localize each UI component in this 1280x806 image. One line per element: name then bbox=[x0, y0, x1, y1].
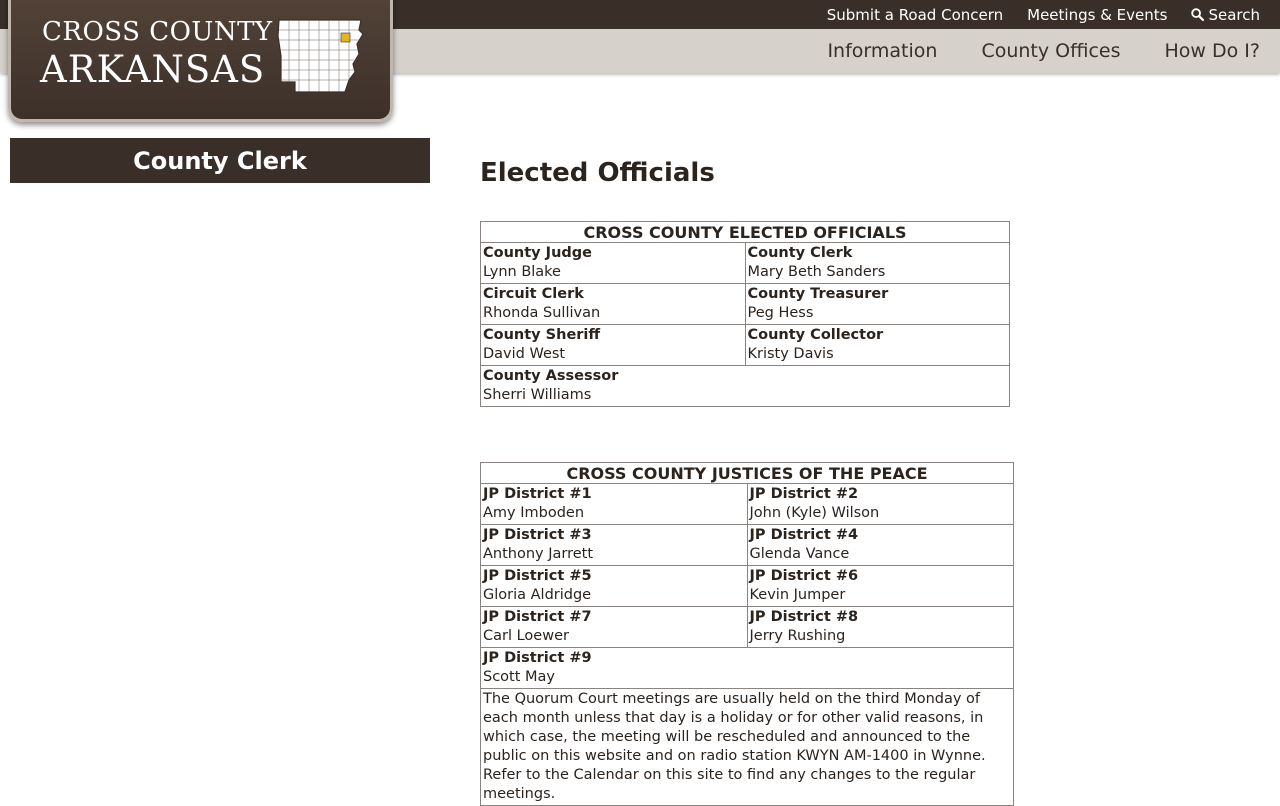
quorum-court-note: The Quorum Court meetings are usually held on the third Monday of each month unless that day is a holiday or for other valid reasons, in which case, the meeting will be rescheduled and announced to the public on this website and on radio station KWYN AM-1400 in Wynne. Refer to the Calendar on this site to find any changes to the regular meetings. bbox=[481, 689, 1014, 806]
search-label: Search bbox=[1208, 5, 1260, 24]
official-cell bbox=[481, 566, 748, 607]
district-title: JP District #4 bbox=[749, 527, 859, 543]
office-title: County Collector bbox=[747, 327, 884, 343]
official-cell bbox=[481, 525, 748, 566]
official-cell bbox=[747, 566, 1014, 607]
table-row bbox=[481, 484, 1014, 525]
office-title: County Judge bbox=[483, 245, 592, 261]
official-cell bbox=[747, 607, 1014, 648]
office-title: County Sheriff bbox=[483, 327, 601, 343]
table-row bbox=[481, 607, 1014, 648]
office-title: County Treasurer bbox=[747, 286, 889, 302]
official-name: Anthony Jarrett bbox=[483, 546, 594, 562]
official-cell bbox=[747, 525, 1014, 566]
official-cell bbox=[481, 325, 746, 366]
table-heading: CROSS COUNTY ELECTED OFFICIALS bbox=[481, 222, 1010, 243]
table-heading: CROSS COUNTY JUSTICES OF THE PEACE bbox=[481, 463, 1014, 484]
sidebar-heading: County Clerk bbox=[10, 138, 430, 183]
district-title: JP District #6 bbox=[749, 568, 859, 584]
official-cell bbox=[747, 484, 1014, 525]
table-row bbox=[481, 525, 1014, 566]
nav-how-do-i[interactable]: How Do I? bbox=[1164, 40, 1260, 62]
official-name: Scott May bbox=[483, 669, 556, 685]
official-name: Kevin Jumper bbox=[749, 587, 846, 603]
official-name: Amy Imboden bbox=[483, 505, 585, 521]
logo-text-county: CROSS COUNTY bbox=[42, 17, 273, 47]
page-title: Elected Officials bbox=[480, 158, 715, 188]
elected-officials-table bbox=[480, 221, 1010, 407]
district-title: JP District #7 bbox=[483, 609, 592, 625]
district-title: JP District #9 bbox=[483, 650, 592, 666]
official-cell bbox=[481, 484, 748, 525]
official-name: Glenda Vance bbox=[749, 546, 850, 562]
official-cell bbox=[481, 648, 1014, 689]
official-cell bbox=[481, 366, 1010, 407]
official-cell bbox=[481, 243, 746, 284]
official-name: John (Kyle) Wilson bbox=[749, 505, 880, 521]
road-concern-link[interactable]: Submit a Road Concern bbox=[826, 5, 1004, 24]
official-name: Rhonda Sullivan bbox=[483, 305, 601, 321]
logo-text-state: ARKANSAS bbox=[40, 48, 266, 91]
district-title: JP District #3 bbox=[483, 527, 592, 543]
table-row bbox=[481, 243, 1010, 284]
meetings-events-link[interactable]: Meetings & Events bbox=[1027, 5, 1168, 24]
office-title: Circuit Clerk bbox=[483, 286, 584, 302]
official-name: David West bbox=[483, 346, 566, 362]
arkansas-map-icon bbox=[275, 16, 365, 96]
search-icon bbox=[1191, 8, 1204, 21]
official-name: Sherri Williams bbox=[483, 387, 592, 403]
justices-of-the-peace-table bbox=[480, 462, 1014, 806]
utility-links bbox=[827, 0, 1260, 29]
table-row bbox=[481, 325, 1010, 366]
office-title: County Clerk bbox=[747, 245, 853, 261]
district-title: JP District #5 bbox=[483, 568, 592, 584]
official-cell bbox=[481, 284, 746, 325]
district-title: JP District #8 bbox=[749, 609, 859, 625]
office-title: County Assessor bbox=[483, 368, 619, 384]
search-link[interactable] bbox=[1191, 6, 1260, 24]
table-row bbox=[481, 648, 1014, 689]
table-row bbox=[481, 284, 1010, 325]
district-title: JP District #1 bbox=[483, 486, 592, 502]
official-name: Peg Hess bbox=[747, 305, 814, 321]
nav-county-offices[interactable]: County Offices bbox=[981, 40, 1121, 62]
table-row bbox=[481, 689, 1014, 806]
official-name: Mary Beth Sanders bbox=[747, 264, 886, 280]
table-row bbox=[481, 366, 1010, 407]
official-cell bbox=[745, 243, 1010, 284]
official-cell bbox=[745, 284, 1010, 325]
official-name: Carl Loewer bbox=[483, 628, 569, 644]
nav-information[interactable]: Information bbox=[827, 40, 938, 62]
main-nav-links bbox=[827, 29, 1260, 73]
table-row bbox=[481, 566, 1014, 607]
official-name: Lynn Blake bbox=[483, 264, 561, 280]
district-title: JP District #2 bbox=[749, 486, 859, 502]
official-name: Gloria Aldridge bbox=[483, 587, 592, 603]
official-cell bbox=[481, 607, 748, 648]
official-name: Jerry Rushing bbox=[749, 628, 846, 644]
official-cell bbox=[745, 325, 1010, 366]
site-logo[interactable] bbox=[8, 0, 393, 122]
official-name: Kristy Davis bbox=[747, 346, 834, 362]
